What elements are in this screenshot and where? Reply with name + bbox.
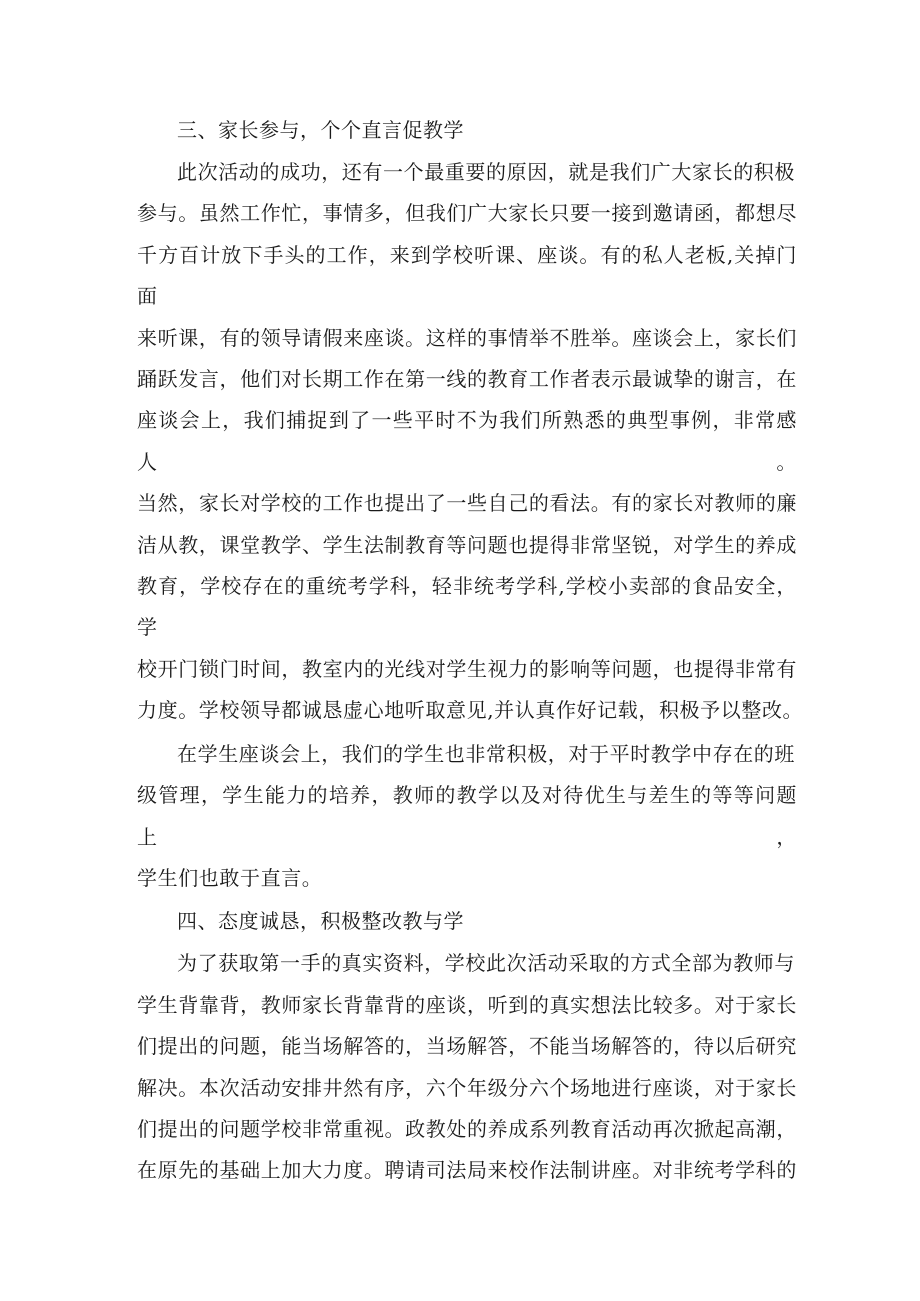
- paragraph-line: 解决。本次活动安排井然有序，六个年级分六个场地进行座谈，对于家长: [137, 1075, 797, 1100]
- paragraph-line: 力度。学校领导都诚恳虚心地听取意见,并认真作好记载，积极予以整改。: [137, 698, 804, 723]
- paragraph-rectification: [137, 943, 797, 1191]
- paragraph-line: 级管理，学生能力的培养，教师的教学以及对待优生与差生的等等问题上，: [137, 783, 797, 849]
- paragraph-line: 千方百计放下手头的工作，来到学校听课、座谈。有的私人老板,关掉门面: [137, 242, 797, 309]
- section-heading-sincere-attitude: 四、态度诚恳，积极整改教与学: [177, 909, 464, 934]
- paragraph-line: 在学生座谈会上，我们的学生也非常积极，对于平时教学中存在的班: [177, 741, 795, 766]
- paragraph-line: 当然，家长对学校的工作也提出了一些自己的看法。有的家长对教师的廉: [137, 491, 797, 516]
- paragraph-line: 座谈会上，我们捕捉到了一些平时不为我们所熟悉的典型事例，非常感人。: [137, 408, 797, 474]
- paragraph-line: 在原先的基础上加大力度。聘请司法局来校作法制讲座。对非统考学科的: [137, 1158, 797, 1183]
- paragraph-line: 此次活动的成功，还有一个最重要的原因，就是我们广大家长的积极: [177, 160, 795, 184]
- paragraph-line: 们提出的问题，能当场解答的，当场解答，不能当场解答的，待以后研究: [137, 1034, 797, 1059]
- paragraph-line: 踊跃发言，他们对长期工作在第一线的教育工作者表示最诚挚的谢言，在: [137, 367, 797, 392]
- paragraph-line: 学生们也敢于直言。: [137, 865, 323, 890]
- paragraph-line: 们提出的问题学校非常重视。政教处的养成系列教育活动再次掀起高潮，: [137, 1116, 797, 1141]
- paragraph-parent-participation: [137, 152, 804, 732]
- paragraph-line: 洁从教，课堂教学、学生法制教育等问题也提得非常坚锐，对学生的养成: [137, 532, 797, 557]
- paragraph-line: 参与。虽然工作忙，事情多，但我们广大家长只要一接到邀请函，都想尽: [137, 201, 797, 226]
- document-body: [137, 110, 804, 1194]
- paragraph-line: 来听课，有的领导请假来座谈。这样的事情举不胜举。座谈会上，家长们: [137, 325, 797, 350]
- paragraph-line: 为了获取第一手的真实资料，学校此次活动采取的方式全部为教师与: [177, 951, 795, 976]
- section-heading-parent-participation: 三、家长参与，个个直言促教学: [177, 118, 464, 142]
- paragraph-line: 学生背靠背，教师家长背靠背的座谈，听到的真实想法比较多。对于家长: [137, 992, 797, 1017]
- paragraph-line: 教育，学校存在的重统考学科，轻非统考学科,学校小卖部的食品安全，学: [137, 574, 797, 640]
- paragraph-student-forum: [137, 734, 797, 900]
- paragraph-line: 校开门锁门时间，教室内的光线对学生视力的影响等问题，也提得非常有: [137, 656, 797, 681]
